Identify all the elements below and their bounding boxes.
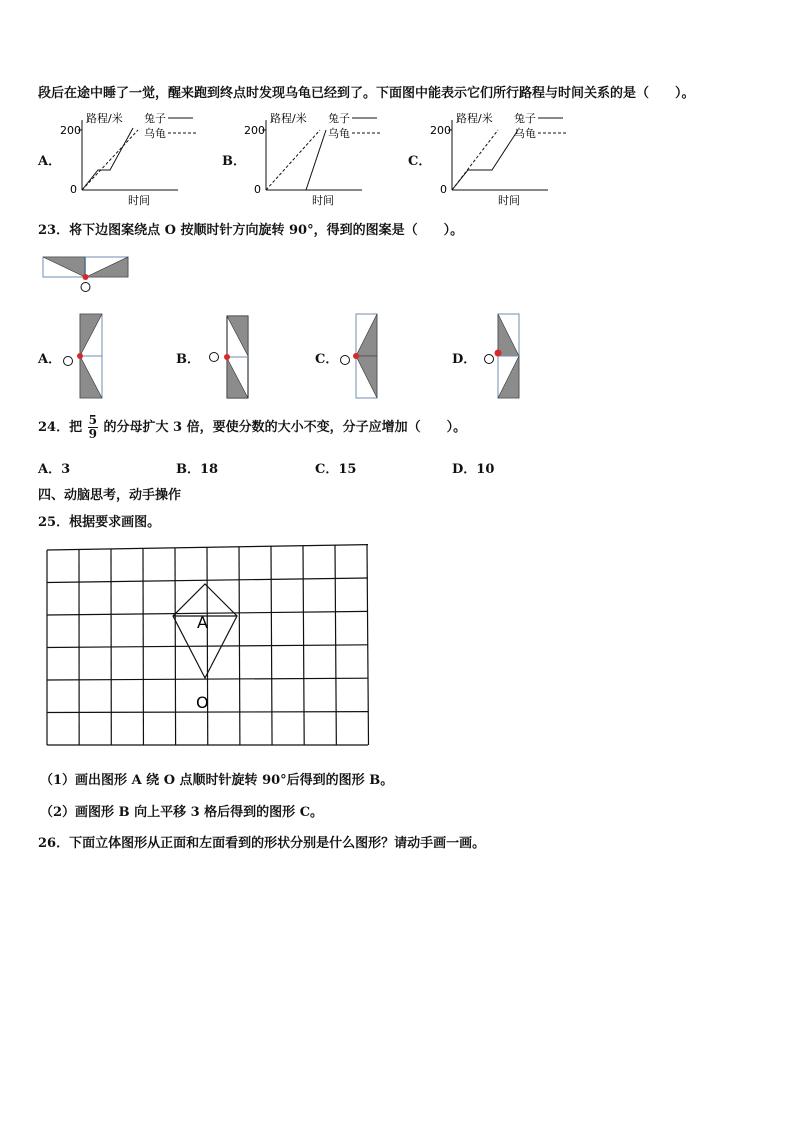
point-o-label: O xyxy=(196,693,209,712)
q24-stem xyxy=(38,414,466,441)
x-axis-label: 时间 xyxy=(128,194,150,207)
q24-option-d[interactable]: D．10 xyxy=(452,462,495,477)
q23-option-d-label[interactable]: D． xyxy=(452,352,477,367)
legend-turtle-label: 乌龟 xyxy=(514,127,536,140)
q24-option-a[interactable]: A．3 xyxy=(38,462,71,477)
q23-option-d-pattern[interactable] xyxy=(480,312,530,402)
q23-option-b-label[interactable]: B． xyxy=(176,352,200,367)
figure-a-label: A xyxy=(197,613,208,632)
q22-option-a-label[interactable]: A． xyxy=(38,154,62,169)
legend-turtle-label: 乌龟 xyxy=(144,127,166,140)
y-axis-label: 路程/米 xyxy=(270,112,307,125)
q23-option-a-label[interactable]: A． xyxy=(38,352,62,367)
rabbit-line xyxy=(82,128,133,190)
point-o-circle xyxy=(81,283,90,292)
q23-option-c-label[interactable]: C． xyxy=(315,352,339,367)
fraction-denominator: 9 xyxy=(88,427,97,441)
y-tick-label: 200 xyxy=(60,124,81,137)
q23-original-pattern xyxy=(43,256,133,296)
q22-option-c-label[interactable]: C． xyxy=(408,154,432,169)
turtle-line xyxy=(266,130,320,190)
legend-rabbit-label: 兔子 xyxy=(144,112,166,125)
q26-stem: 26．下面立体图形从正面和左面看到的形状分别是什么图形？请动手画一画。 xyxy=(38,836,486,851)
x-axis-label: 时间 xyxy=(312,194,334,207)
q23-option-b-pattern[interactable] xyxy=(205,312,255,402)
origin-label: 0 xyxy=(70,183,77,196)
q24-fraction xyxy=(88,414,98,441)
q25-sub2: （2）画图形 B 向上平移 3 格后得到的图形 C。 xyxy=(40,805,324,820)
q24-stem-post: 的分母扩大 3 倍，要使分数的大小不变，分子应增加（ ）。 xyxy=(103,420,467,435)
q22-option-b-label[interactable]: B． xyxy=(222,154,246,169)
section-four-heading: 四、动脑思考，动手操作 xyxy=(38,488,182,503)
q22-graph-a xyxy=(58,108,218,208)
q25-stem: 25．根据要求画图。 xyxy=(38,515,161,530)
q22-stem: 段后在途中睡了一觉，醒来跑到终点时发现乌龟已经到了。下面图中能表示它们所行路程与时间关系的是（ ）。 xyxy=(38,86,695,101)
q23-option-c-pattern[interactable] xyxy=(336,312,386,402)
q25-grid[interactable] xyxy=(45,542,370,750)
q22-graph-b xyxy=(242,108,402,208)
q24-option-c[interactable]: C．15 xyxy=(315,462,357,477)
y-tick-label: 200 xyxy=(244,124,265,137)
legend-rabbit-label: 兔子 xyxy=(514,112,536,125)
q23-option-a-pattern[interactable] xyxy=(60,312,110,402)
turtle-line xyxy=(452,130,498,190)
q24-option-b[interactable]: B．18 xyxy=(176,462,219,477)
legend-rabbit-label: 兔子 xyxy=(328,112,350,125)
origin-label: 0 xyxy=(254,183,261,196)
q24-stem-pre: 24．把 xyxy=(38,420,83,435)
rabbit-line xyxy=(452,130,518,190)
fraction-numerator: 5 xyxy=(88,413,97,427)
legend-turtle-label: 乌龟 xyxy=(328,127,350,140)
x-axis-label: 时间 xyxy=(498,194,520,207)
q25-sub1: （1）画出图形 A 绕 O 点顺时针旋转 90°后得到的图形 B。 xyxy=(40,773,394,788)
y-tick-label: 200 xyxy=(430,124,451,137)
q22-graph-c xyxy=(428,108,588,208)
rotation-point xyxy=(83,274,89,280)
grid-lines xyxy=(47,544,369,745)
rabbit-line xyxy=(266,130,326,190)
y-axis-label: 路程/米 xyxy=(456,112,493,125)
y-axis-label: 路程/米 xyxy=(86,112,123,125)
origin-label: 0 xyxy=(440,183,447,196)
turtle-line xyxy=(82,130,138,190)
q23-stem: 23．将下边图案绕点 O 按顺时针方向旋转 90°，得到的图案是（ ）。 xyxy=(38,223,464,238)
